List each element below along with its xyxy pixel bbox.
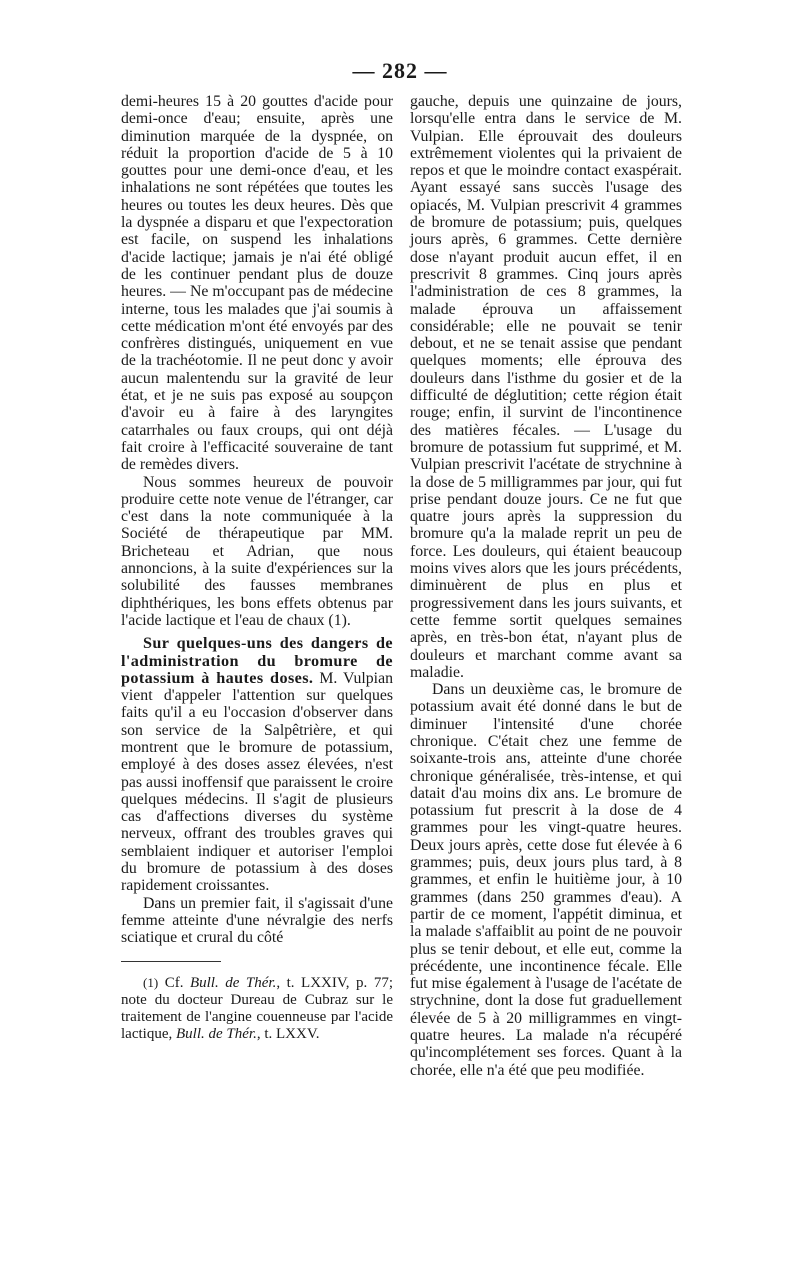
footnote-reference-2: Bull. de Thér. (175, 1025, 257, 1042)
article-paragraph (121, 635, 393, 894)
left-paragraph-2: Nous sommes heureux de pouvoir produire cette note venue de l'étranger, car c'est dans la note communiquée à la Société de thérapeutique par MM. Bricheteau et Adrian, que nous annoncions, à la suite d'expériences sur la solubilité des fausses membranes diphthériques, les bons effets obtenus par l'acide lactique et l'eau de chaux (1). (121, 473, 393, 629)
footnote-divider (121, 961, 221, 962)
right-paragraph-1: gauche, depuis une quinzaine de jours, lorsqu'elle entra dans le service de M. Vulpian. Elle éprouvait des douleurs extrêmement violentes qui la privaient de repos et que le moindre contact exaspérait. Ayant essayé sans succès l'usage des opiacés, M. Vulpian prescrivit 4 grammes de bromure de potassium; puis, quelques jours après, 6 grammes. Cette dernière dose n'ayant produit aucun effet, il en prescrivit 8 grammes. Cinq jours après l'administration de ces 8 grammes, la malade éprouva un affaissement considérable; elle ne pouvait se tenir debout, et ne se tenait assise que pendant quelques moments; elle éprouva des douleurs dans l'isthme du gosier et de la difficulté de déglutition; cette région était rouge; enfin, il survint de l'incontinence des matières fécales. — L'usage du bromure de potassium fut supprimé, et M. Vulpian prescrivit l'acétate de strychnine à la dose de 5 milligrammes par jour, qui fut prise pendant douze jours. Ce ne fut que quatre jours après la suppression du bromure qu'a la malade reprit un peu de force. Les douleurs, qui étaient beaucoup moins vives alors que les jours précédents, diminuèrent de plus en plus et progressivement dans les jours suivants, et cette femme sortit quelques semaines après, en très-bon état, n'ayant plus de douleurs et marchant comme avant sa maladie. (410, 93, 682, 681)
footnote-reference-1: Bull. de Thér. (189, 974, 277, 991)
left-column (121, 93, 393, 1043)
right-paragraph-2: Dans un deuxième cas, le bromure de potassium avait été donné dans le but de diminuer l'intensité d'une chorée chronique. C'était chez une femme de soixante-trois ans, atteinte d'une chorée chronique généralisée, très-intense, et qui datait d'au moins dix ans. Le bromure de potassium fut prescrit à la dose de 4 grammes pour les vingt-quatre heures. Deux jours après, cette dose fut élevée à 6 grammes; puis, deux jours plus tard, à 8 grammes, et enfin le huitième jour, à 10 grammes (dans 250 grammes d'eau). A partir de ce moment, l'appétit diminua, et la malade s'affaiblit au point de ne pouvoir plus se tenir debout, et elle eut, comme la précédente, une incontinence fécale. Elle fut mise également à l'usage de l'acétate de strychnine, dont la dose fut graduellement élevée de 5 à 20 milligrammes en vingt-quatre heures. La malade n'a récupéré qu'incomplétement ses forces. Quant à la chorée, elle n'a été que peu modifiée. (410, 681, 682, 1079)
footnote (121, 974, 393, 1043)
footnote-marker: (1) (143, 974, 159, 990)
footnote-text-2: , t. LXXIV, p. 77; note du docteur Dureau de Cubraz sur le traitement de l'angine couenneuse par l'acide lactique, (121, 974, 393, 1042)
page-number: — 282 — (352, 58, 448, 83)
footnote-text-3: , t. LXXV. (256, 1025, 320, 1042)
article-body: M. Vulpian vient d'appeler l'attention sur quelques faits qu'il a eu l'occasion d'observer dans son service de la Salpêtrière, et qui montrent que le bromure de potassium, employé à des doses assez élevées, n'est pas aussi inoffensif que paraissent le croire quelques médecins. Il s'agit de plusieurs cas d'affections diverses du système nerveux, offrant des troubles graves qui semblaient indiquer et autoriser l'emploi du bromure de potassium à des doses rapidement croissantes. (121, 669, 393, 895)
footnote-text-1: Cf. (158, 974, 190, 991)
article-heading: Sur quelques-uns des dangers de l'administration du bromure de potassium à hautes doses. (121, 634, 393, 687)
left-paragraph-1: demi-heures 15 à 20 gouttes d'acide pour demi-once d'eau; ensuite, après une diminution marquée de la dyspnée, on réduit la proportion d'acide de 5 à 10 gouttes pour une demi-once d'eau, et les inhalations ne sont répétées que toutes les heures ou toutes les deux heures. Dès que la dyspnée a disparu et que l'expectoration est facile, on suspend les inhalations d'acide lactique; jamais je n'ai été obligé de les continuer pendant plus de douze heures. — Ne m'occupant pas de médecine interne, tous les malades que j'ai soumis à cette médication m'ont été envoyés par des confrères distingués, uniquement en vue de la trachéotomie. Il ne peut donc y avoir aucun malentendu sur la gravité de leur état, et je ne suis pas exposé au soupçon d'avoir eu à faire à des laryngites catarrhales ou faux croups, qui ont déjà fait croire à l'efficacité souveraine de tant de remèdes divers. (121, 93, 393, 474)
right-column (410, 93, 682, 1079)
left-paragraph-4: Dans un premier fait, il s'agissait d'une femme atteinte d'une névralgie des nerfs sciatique et crural du côté (121, 894, 393, 947)
